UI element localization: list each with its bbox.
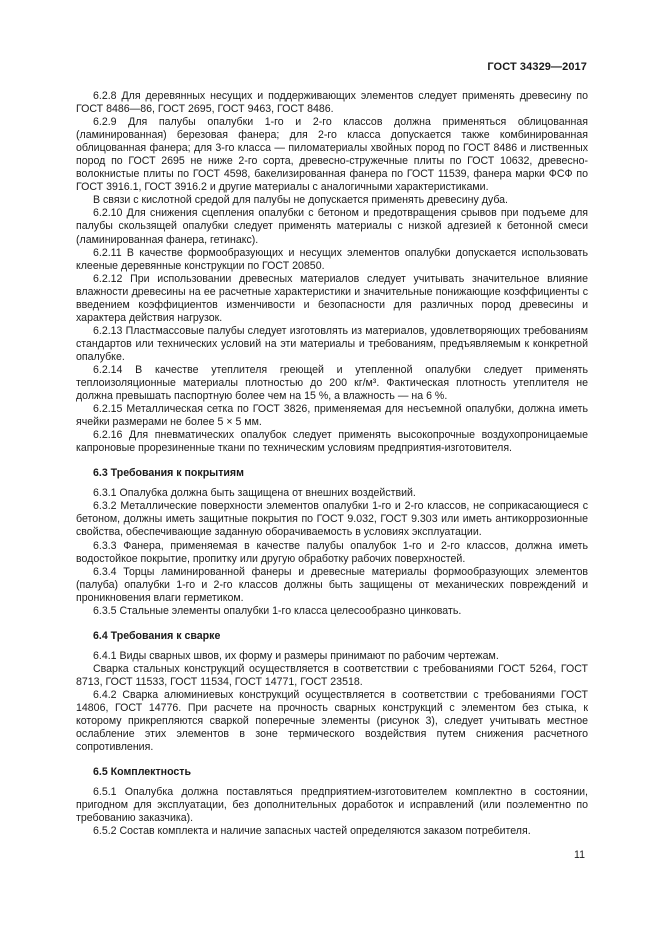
- section-heading: 6.5 Комплектность: [93, 766, 191, 779]
- paragraph: 6.3.1 Опалубка должна быть защищена от внешних воздействий.: [93, 487, 416, 500]
- paragraph: 6.2.9 Для палубы опалубки 1-го и 2-го классов должна применяться облицованная (ламинированная) березовая фанера; для 2-го класса допускается также комбинированная облицованная фанера; для 3-го класса — пиломатериалы хвойных пород по ГОСТ 8486 и лиственных пород по ГОСТ 2695 не ниже 2-го сорта, древесно-стружечные плиты по ГОСТ 10632, древесно-волокнистые плиты по ГОСТ 4598, бакелизированная фанера по ГОСТ 11539, фанера марки ФСФ по ГОСТ 3916.1, ГОСТ 3916.2 и другие материалы с аналогичными характеристиками.: [76, 116, 588, 194]
- paragraph: 6.5.1 Опалубка должна поставляться предприятием-изготовителем комплектно в состоянии, пригодном для эксплуатации, без дополнительных доработок и исправлений (или поэлементно по требованию заказчика).: [76, 786, 588, 825]
- paragraph: 6.2.10 Для снижения сцепления опалубки с бетоном и предотвращения срывов при подъеме для палубы скользящей опалубки следует применять материалы с низкой адгезией к бетонной смеси (ламинированная фанера, гетинакс).: [76, 207, 588, 246]
- section-6-5: [76, 766, 588, 838]
- paragraph: 6.3.5 Стальные элементы опалубки 1-го класса целесообразно цинковать.: [93, 604, 462, 617]
- paragraph: 6.2.14 В качестве утеплителя греющей и утепленной опалубки следует применять теплоизоляционные материалы плотностью до 200 кг/м³. Фактическая плотность утеплителя не должна превышать паспортную более чем на 15 %, а влажность — на 6 %.: [76, 363, 588, 403]
- paragraph: 6.2.12 При использовании древесных материалов следует учитывать значительное влияние влажности древесины на ее расчетные характеристики и значительные понижающие коэффициенты с введением коэффициентов изменчивости и безопасности для различных пород древесины и характера действия нагрузок.: [76, 272, 588, 324]
- standard-designation: ГОСТ 34329—2017: [487, 61, 587, 73]
- section-6-4: [76, 630, 588, 754]
- paragraph: В связи с кислотной средой для палубы не допускается применять древесину дуба.: [93, 194, 508, 207]
- paragraph: 6.4.2 Сварка алюминиевых конструкций осуществляется в соответствии с требованиями ГОСТ 14806, ГОСТ 14776. При расчете на прочность сварных конструкций с элементом без стыка, к которому прикрепляются сваркой поперечные элементы (рисунок 3), следует учитывать местное ослабление этих элементов в зоне термического воздействия путем снижения расчетного сопротивления.: [76, 688, 588, 754]
- section-6-2-continued: [76, 90, 588, 455]
- section-heading: 6.4 Требования к сварке: [93, 629, 221, 642]
- section-heading: 6.3 Требования к покрытиям: [93, 467, 244, 480]
- paragraph: 6.5.2 Состав комплекта и наличие запасных частей определяются заказом потребителя.: [93, 825, 531, 838]
- page-number: 11: [574, 849, 585, 861]
- paragraph: 6.2.16 Для пневматических опалубок следует применять высокопрочные воздухопроницаемые капроновые прорезиненные ткани по техническим условиям предприятия-изготовителя.: [76, 429, 588, 455]
- paragraph: 6.3.2 Металлические поверхности элементов опалубки 1-го и 2-го классов, не соприкасающиеся с бетоном, должны иметь защитные покрытия по ГОСТ 9.032, ГОСТ 9.303 или иметь антикоррозионные свойства, обеспечивающие заданную оборачиваемость в условиях эксплуатации.: [76, 500, 588, 539]
- paragraph: 6.2.13 Пластмассовые палубы следует изготовлять из материалов, удовлетворяющих требованиям стандартов или технических условий на эти материалы и требованиям, предъявляемым к конкретной опалубке.: [76, 324, 588, 363]
- paragraph: 6.3.3 Фанера, применяемая в качестве палубы опалубок 1-го и 2-го классов, должна иметь водостойкое покрытие, пропитку или другую обработку рабочих поверхностей.: [76, 539, 588, 565]
- section-6-3: [76, 467, 588, 617]
- document-body: [76, 90, 588, 838]
- paragraph: 6.4.1 Виды сварных швов, их форму и размеры принимают по рабочим чертежам.: [93, 649, 499, 662]
- paragraph: 6.2.15 Металлическая сетка по ГОСТ 3826, применяемая для несъемной опалубки, должна иметь ячейки размерами не более 5 × 5 мм.: [76, 403, 588, 429]
- paragraph: 6.2.8 Для деревянных несущих и поддерживающих элементов следует применять древесину по ГОСТ 8486—86, ГОСТ 2695, ГОСТ 9463, ГОСТ 8486.: [76, 90, 588, 116]
- paragraph: 6.2.11 В качестве формообразующих и несущих элементов опалубки допускается использовать клееные деревянные конструкции по ГОСТ 20850.: [76, 246, 588, 272]
- paragraph: Сварка стальных конструкций осуществляется в соответствии с требованиями ГОСТ 5264, ГОСТ 8713, ГОСТ 11533, ГОСТ 11534, ГОСТ 14771, ГОСТ 23518.: [76, 662, 588, 688]
- paragraph: 6.3.4 Торцы ламинированной фанеры и древесные материалы формообразующих элементов (палуба) опалубки 1-го и 2-го классов должны быть защищены от механических повреждений и проникновения влаги герметиком.: [76, 565, 588, 604]
